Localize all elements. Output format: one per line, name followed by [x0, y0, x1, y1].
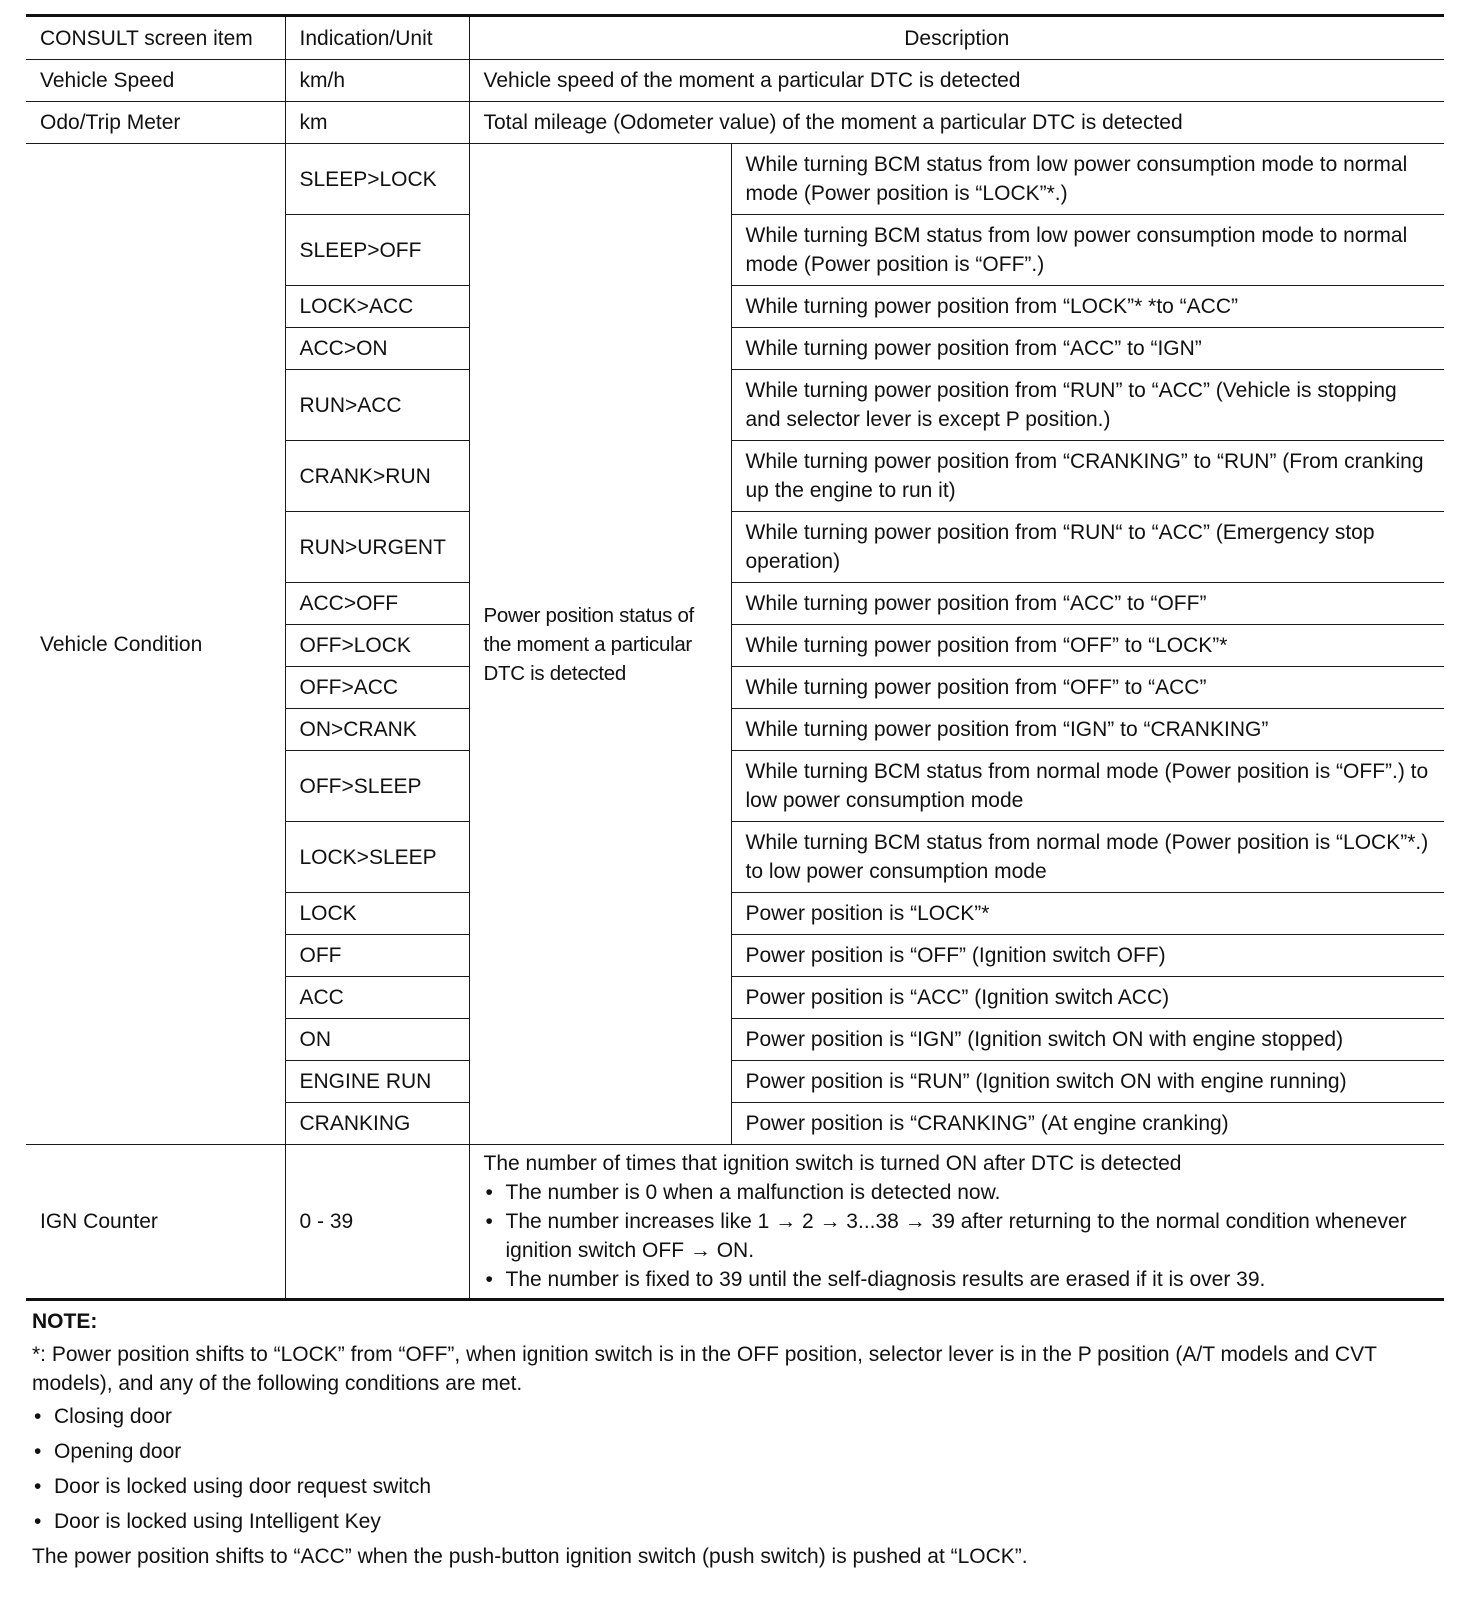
indication-description: Power position is “ACC” (Ignition switch ACC) [731, 977, 1444, 1019]
list-item: • The number is fixed to 39 until the self-diagnosis results are erased if it is over 39. [484, 1265, 1431, 1294]
indication: ACC>OFF [285, 583, 469, 625]
indication-description: Power position is “IGN” (Ignition switch ON with engine stopped) [731, 1019, 1444, 1061]
indication: LOCK>ACC [285, 286, 469, 328]
indication-description: Power position is “RUN” (Ignition switch ON with engine running) [731, 1061, 1444, 1103]
table-row [26, 1145, 1444, 1300]
indication: OFF>LOCK [285, 625, 469, 667]
indication-description: While turning BCM status from normal mode (Power position is “OFF”.) to low power consumption mode [731, 751, 1444, 822]
document-page [26, 14, 1444, 1575]
indication-description: While turning power position from “OFF” to “ACC” [731, 667, 1444, 709]
indication: ACC>ON [285, 328, 469, 370]
indication: ON [285, 1019, 469, 1061]
indication: LOCK [285, 893, 469, 935]
indication: SLEEP>OFF [285, 215, 469, 286]
indication-description: While turning power position from “RUN” to “ACC” (Vehicle is stopping and selector lever is except P position.) [731, 370, 1444, 441]
indication: LOCK>SLEEP [285, 822, 469, 893]
indication: CRANK>RUN [285, 441, 469, 512]
indication: OFF [285, 935, 469, 977]
indication-description: While turning power position from “RUN“ to “ACC” (Emergency stop operation) [731, 512, 1444, 583]
indication: RUN>ACC [285, 370, 469, 441]
indication: RUN>URGENT [285, 512, 469, 583]
list-item: • Door is locked using Intelligent Key [32, 1507, 1444, 1536]
row-description: Total mileage (Odometer value) of the moment a particular DTC is detected [469, 102, 1444, 144]
ign-counter-bullets [484, 1178, 1431, 1294]
list-item: • The number increases like 1 → 2 → 3...38 → 39 after returning to the normal condition whenever ignition switch OFF → ON. [484, 1207, 1431, 1265]
ign-counter-item: IGN Counter [26, 1145, 285, 1300]
header-item: CONSULT screen item [26, 16, 285, 60]
vehicle-condition-summary: Power position status of the moment a particular DTC is detected [469, 144, 731, 1145]
vehicle-condition-item: Vehicle Condition [26, 144, 285, 1145]
list-item: • Opening door [32, 1437, 1444, 1466]
indication-description: While turning BCM status from low power consumption mode to normal mode (Power position is “LOCK”*.) [731, 144, 1444, 215]
consult-item-table [26, 14, 1444, 1301]
indication: CRANKING [285, 1103, 469, 1145]
note-title: NOTE: [32, 1310, 98, 1333]
indication: SLEEP>LOCK [285, 144, 469, 215]
indication-description: While turning power position from “CRANKING” to “RUN” (From cranking up the engine to run it) [731, 441, 1444, 512]
table-row [26, 60, 1444, 102]
indication: ENGINE RUN [285, 1061, 469, 1103]
row-description: Vehicle speed of the moment a particular DTC is detected [469, 60, 1444, 102]
header-description: Description [469, 16, 1444, 60]
indication-description: While turning power position from “OFF” to “LOCK”* [731, 625, 1444, 667]
header-unit: Indication/Unit [285, 16, 469, 60]
indication-description: While turning BCM status from normal mode (Power position is “LOCK”*.) to low power consumption mode [731, 822, 1444, 893]
row-item: Odo/Trip Meter [26, 102, 285, 144]
indication-description: While turning power position from “IGN” to “CRANKING” [731, 709, 1444, 751]
list-item: • Door is locked using door request switch [32, 1472, 1444, 1501]
table-header-row [26, 16, 1444, 60]
note-footer: The power position shifts to “ACC” when the push-button ignition switch (push switch) is pushed at “LOCK”. [32, 1545, 1028, 1568]
ign-counter-intro: The number of times that ignition switch is turned ON after DTC is detected [483, 1152, 1182, 1175]
indication: OFF>ACC [285, 667, 469, 709]
row-unit: km [285, 102, 469, 144]
table-row [26, 144, 1444, 215]
indication-description: While turning power position from “ACC” to “OFF” [731, 583, 1444, 625]
indication-description: Power position is “OFF” (Ignition switch OFF) [731, 935, 1444, 977]
indication-description: While turning BCM status from low power consumption mode to normal mode (Power position is “OFF”.) [731, 215, 1444, 286]
list-item: • Closing door [32, 1402, 1444, 1431]
row-unit: km/h [285, 60, 469, 102]
indication-description: Power position is “LOCK”* [731, 893, 1444, 935]
row-item: Vehicle Speed [26, 60, 285, 102]
indication: ACC [285, 977, 469, 1019]
note-bullets [32, 1402, 1444, 1536]
ign-counter-description [469, 1145, 1444, 1300]
table-row [26, 102, 1444, 144]
indication-description: While turning power position from “ACC” to “IGN” [731, 328, 1444, 370]
ign-counter-unit: 0 - 39 [285, 1145, 469, 1300]
indication-description: While turning power position from “LOCK”* *to “ACC” [731, 286, 1444, 328]
note-section [26, 1307, 1444, 1571]
list-item: • The number is 0 when a malfunction is detected now. [484, 1178, 1431, 1207]
indication: OFF>SLEEP [285, 751, 469, 822]
note-text: *: Power position shifts to “LOCK” from “OFF”, when ignition switch is in the OFF position, selector lever is in the P position (A/T models and CVT models), and any of the following conditions are met. [32, 1343, 1377, 1395]
indication: ON>CRANK [285, 709, 469, 751]
indication-description: Power position is “CRANKING” (At engine cranking) [731, 1103, 1444, 1145]
